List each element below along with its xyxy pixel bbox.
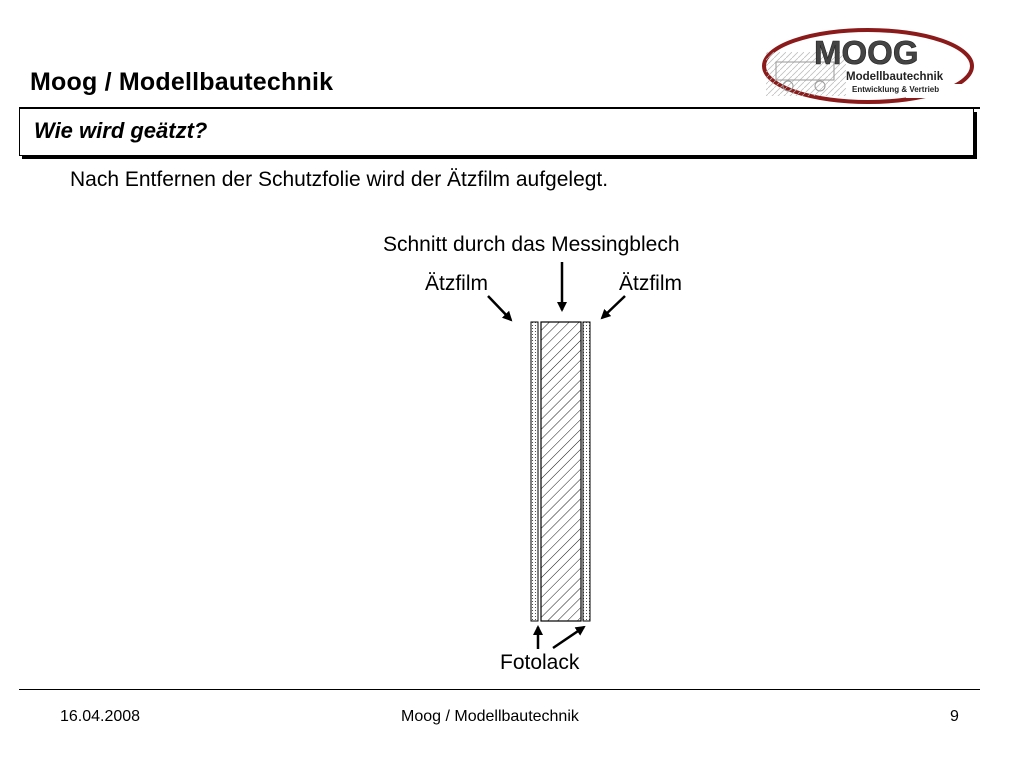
body-text: Nach Entfernen der Schutzfolie wird der Ätzfilm aufgelegt. — [70, 168, 609, 191]
footer-date: 16.04.2008 — [60, 708, 141, 725]
logo-line1: Modellbautechnik — [846, 71, 944, 83]
footer-title: Moog / Modellbautechnik — [401, 708, 579, 725]
arrow-fotolack-right — [553, 627, 584, 648]
label-fotolack: Fotolack — [500, 651, 580, 674]
brass-sheet — [541, 322, 581, 621]
film-layer-right — [583, 322, 590, 621]
header-title: Moog / Modellbautechnik — [30, 68, 334, 96]
logo-line2: Entwicklung & Vertrieb — [852, 85, 940, 94]
arrow-film-left — [488, 296, 511, 320]
page-number: 9 — [950, 708, 959, 725]
arrow-film-right — [602, 296, 625, 318]
logo-brand: MOOG — [814, 34, 919, 71]
label-film-right: Ätzfilm — [619, 272, 682, 295]
film-layer-left — [531, 322, 538, 621]
label-section: Schnitt durch das Messingblech — [383, 233, 680, 256]
footer-rule — [19, 689, 980, 690]
section-title: Wie wird geätzt? — [34, 118, 208, 143]
label-film-left: Ätzfilm — [425, 272, 488, 295]
